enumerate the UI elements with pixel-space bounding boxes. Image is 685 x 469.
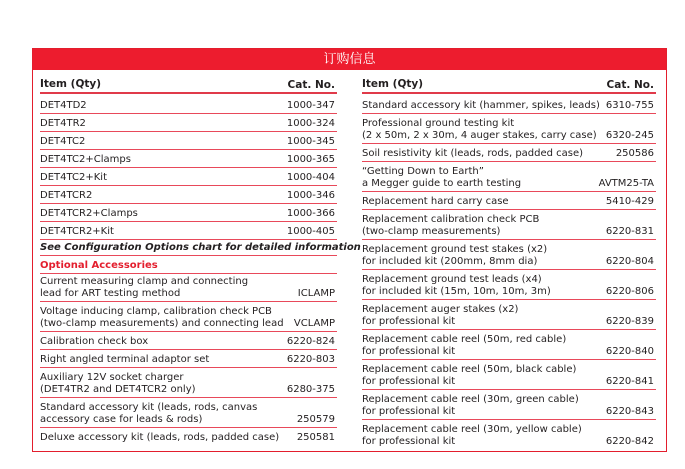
table-row <box>40 152 337 168</box>
item-description: Replacement cable reel (50m, black cable) <box>362 364 577 375</box>
cat-number: 6310-755 <box>605 100 654 111</box>
cat-number: 1000-405 <box>286 226 335 237</box>
item-description-line2: (two-clamp measurements) <box>362 226 501 237</box>
table-row <box>40 304 337 332</box>
cat-number: 250581 <box>296 432 335 443</box>
item-description-line2: for included kit (200mm, 8mm dia) <box>362 256 538 267</box>
cat-number: 6320-245 <box>605 130 654 141</box>
table-row <box>362 212 656 240</box>
item-description: Replacement ground test leads (x4) <box>362 274 542 285</box>
item-description: Deluxe accessory kit (leads, rods, padded case) <box>40 432 280 443</box>
table-row <box>40 98 337 114</box>
banner-title: 订购信息 <box>33 49 666 70</box>
table-row <box>40 274 337 302</box>
item-description: Voltage inducing clamp, calibration check PCB <box>40 306 272 317</box>
table-row <box>362 194 656 210</box>
table-row <box>40 430 337 445</box>
cat-number: 250579 <box>296 414 335 425</box>
section-title: Optional Accessories <box>40 258 337 274</box>
cat-number: 250586 <box>615 148 654 159</box>
table-row <box>40 334 337 350</box>
table-header <box>362 76 656 94</box>
item-name: DET4TCR2 <box>40 190 93 201</box>
item-description: Current measuring clamp and connecting <box>40 276 249 287</box>
cat-number: 1000-366 <box>286 208 335 219</box>
item-description: Replacement ground test stakes (x2) <box>362 244 548 255</box>
item-name: DET4TC2+Kit <box>40 172 107 183</box>
item-description: “Getting Down to Earth” <box>362 166 484 177</box>
cat-number: 6220-840 <box>605 346 654 357</box>
item-description-line2: for professional kit <box>362 406 456 417</box>
item-description: Standard accessory kit (leads, rods, canvas <box>40 402 258 413</box>
cat-number: 6220-803 <box>286 354 335 365</box>
cat-number: 1000-347 <box>286 100 335 111</box>
table-row <box>362 272 656 300</box>
table-row <box>362 98 656 114</box>
item-description-line2: for professional kit <box>362 436 456 447</box>
cat-number: 1000-404 <box>286 172 335 183</box>
table-row <box>40 170 337 186</box>
table-row <box>40 206 337 222</box>
table-row <box>362 422 656 449</box>
cat-number: 1000-365 <box>286 154 335 165</box>
cat-number: 1000-345 <box>286 136 335 147</box>
item-description-line2: for included kit (15m, 10m, 10m, 3m) <box>362 286 551 297</box>
item-description-line2: (DET4TR2 and DET4TCR2 only) <box>40 384 196 395</box>
cat-number: 6220-806 <box>605 286 654 297</box>
right-column <box>362 76 656 449</box>
item-description-line2: accessory case for leads & rods) <box>40 414 203 425</box>
item-name: DET4TD2 <box>40 100 87 111</box>
table-row <box>362 116 656 144</box>
item-description: Professional ground testing kit <box>362 118 515 129</box>
left-column <box>40 76 361 445</box>
ordering-info-panel <box>32 48 667 452</box>
table-row <box>362 302 656 330</box>
cat-number: 6280-375 <box>286 384 335 395</box>
item-description: Calibration check box <box>40 336 149 347</box>
cat-number: 6220-841 <box>605 376 654 387</box>
item-description: Replacement cable reel (50m, red cable) <box>362 334 567 345</box>
header-cat: Cat. No. <box>287 79 335 91</box>
header-cat: Cat. No. <box>606 79 654 91</box>
table-row <box>40 400 337 428</box>
table-row <box>40 116 337 132</box>
config-note: See Configuration Options chart for detailed information <box>40 240 337 256</box>
item-description-line2: for professional kit <box>362 346 456 357</box>
table-row <box>40 352 337 368</box>
item-name: DET4TCR2+Clamps <box>40 208 138 219</box>
item-description: Right angled terminal adaptor set <box>40 354 210 365</box>
item-description-line2: lead for ART testing method <box>40 288 181 299</box>
cat-number: AVTM25-TA <box>598 178 654 189</box>
cat-number: 6220-831 <box>605 226 654 237</box>
item-description-line2: (2 x 50m, 2 x 30m, 4 auger stakes, carry case) <box>362 130 597 141</box>
table-row <box>40 224 337 240</box>
header-item: Item (Qty) <box>362 78 424 90</box>
item-name: DET4TR2 <box>40 118 86 129</box>
item-description: Replacement calibration check PCB <box>362 214 540 225</box>
cat-number: 6220-839 <box>605 316 654 327</box>
item-description: Replacement auger stakes (x2) <box>362 304 519 315</box>
cat-number: 5410-429 <box>605 196 654 207</box>
table-row <box>362 164 656 192</box>
item-name: DET4TC2 <box>40 136 86 147</box>
table-row <box>40 188 337 204</box>
item-description-line2: for professional kit <box>362 376 456 387</box>
item-name: DET4TC2+Clamps <box>40 154 131 165</box>
table-row <box>362 242 656 270</box>
table-row <box>362 392 656 420</box>
cat-number: 1000-324 <box>286 118 335 129</box>
item-description-line2: for professional kit <box>362 316 456 327</box>
cat-number: 6220-843 <box>605 406 654 417</box>
item-description: Replacement hard carry case <box>362 196 509 207</box>
cat-number: 6220-824 <box>286 336 335 347</box>
table-row <box>362 146 656 162</box>
cat-number: 6220-842 <box>605 436 654 447</box>
table-row <box>362 332 656 360</box>
item-name: DET4TCR2+Kit <box>40 226 114 237</box>
header-item: Item (Qty) <box>40 78 102 90</box>
item-description-line2: (two-clamp measurements) and connecting lead <box>40 318 284 329</box>
item-description: Soil resistivity kit (leads, rods, padded case) <box>362 148 584 159</box>
item-description-line2: a Megger guide to earth testing <box>362 178 522 189</box>
item-description: Replacement cable reel (30m, yellow cable) <box>362 424 582 435</box>
cat-number: VCLAMP <box>293 318 335 329</box>
table-row <box>40 370 337 398</box>
cat-number: 1000-346 <box>286 190 335 201</box>
cat-number: 6220-804 <box>605 256 654 267</box>
table-row <box>362 362 656 390</box>
cat-number: ICLAMP <box>297 288 335 299</box>
item-description: Standard accessory kit (hammer, spikes, leads) <box>362 100 600 111</box>
table-row <box>40 134 337 150</box>
item-description: Auxiliary 12V socket charger <box>40 372 184 383</box>
item-description: Replacement cable reel (30m, green cable) <box>362 394 579 405</box>
table-header <box>40 76 337 94</box>
